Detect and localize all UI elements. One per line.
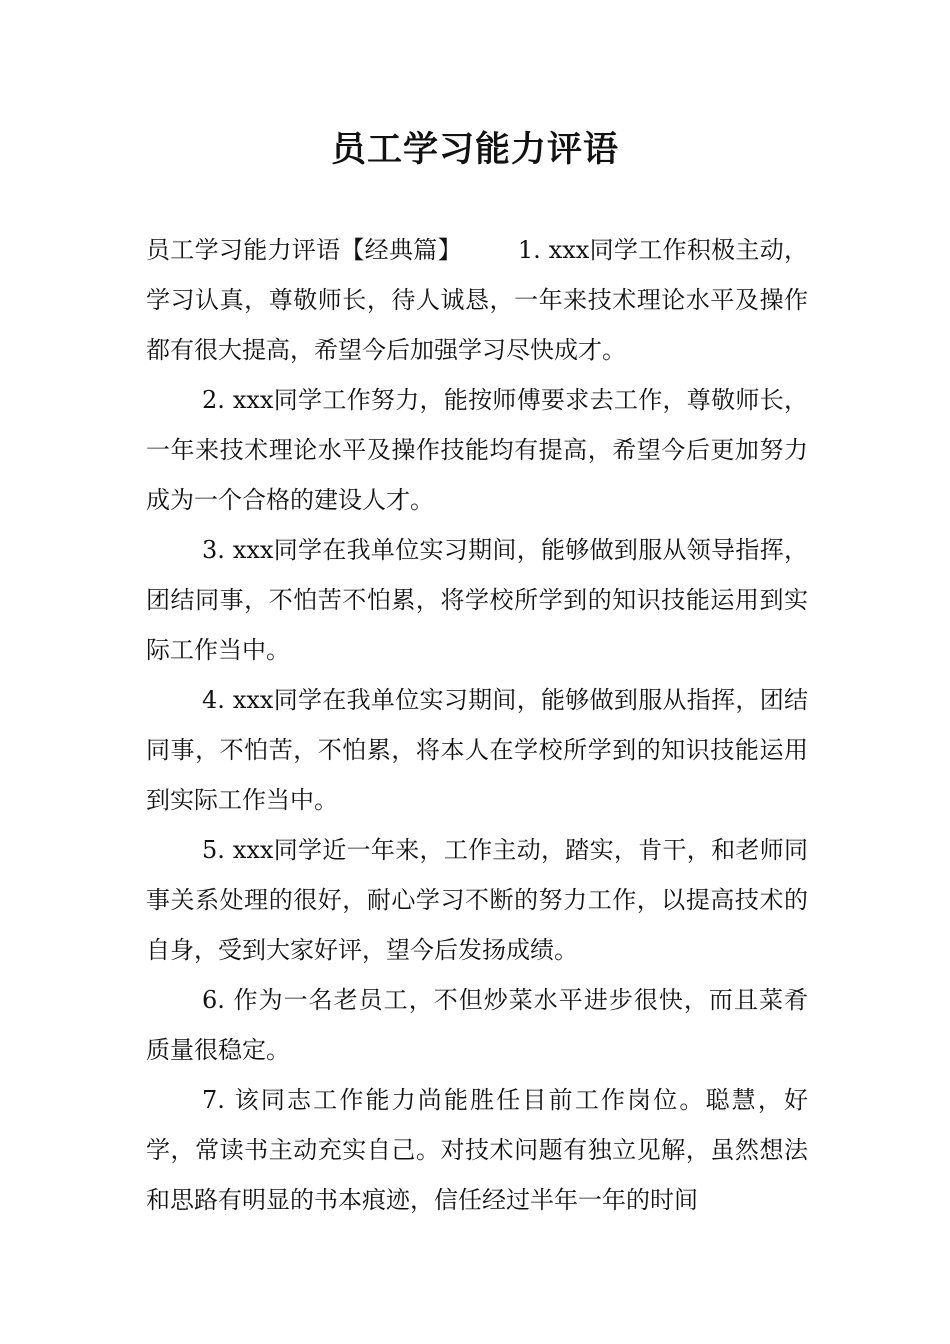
paragraph-text: 1. xxx同学工作积极主动，学习认真，尊敬师长，待人诚恳，一年来技术理论水平及操作都有很大提高，希望今后加强学习尽快成才。 xyxy=(146,236,809,364)
lead-heading: 员工学习能力评语【经典篇】 xyxy=(146,236,462,264)
paragraph-4: 4. xxx同学在我单位实习期间，能够做到服从指挥，团结同事，不怕苦，不怕累，将本人在学校所学到的知识技能运用到实际工作当中。 xyxy=(146,686,808,814)
document-body xyxy=(146,225,808,1225)
paragraph-7: 7. 该同志工作能力尚能胜任目前工作岗位。聪慧，好学，常读书主动充实自己。对技术问题有独立见解，虽然想法和思路有明显的书本痕迹，信任经过半年一年的时间 xyxy=(146,1086,808,1214)
document-title: 员工学习能力评语 xyxy=(330,130,619,170)
paragraph-2: 2. xxx同学工作努力，能按师傅要求去工作，尊敬师长，一年来技术理论水平及操作技能均有提高，希望今后更加努力成为一个合格的建设人才。 xyxy=(146,386,808,514)
paragraph-1 xyxy=(146,225,808,375)
paragraph-5: 5. xxx同学近一年来，工作主动，踏实，肯干，和老师同事关系处理的很好，耐心学习不断的努力工作，以提高技术的自身，受到大家好评，望今后发扬成绩。 xyxy=(146,836,808,964)
paragraph-3: 3. xxx同学在我单位实习期间，能够做到服从领导指挥，团结同事，不怕苦不怕累，将学校所学到的知识技能运用到实际工作当中。 xyxy=(146,536,808,664)
paragraph-6: 6. 作为一名老员工，不但炒菜水平进步很快，而且菜肴质量很稳定。 xyxy=(146,986,808,1064)
